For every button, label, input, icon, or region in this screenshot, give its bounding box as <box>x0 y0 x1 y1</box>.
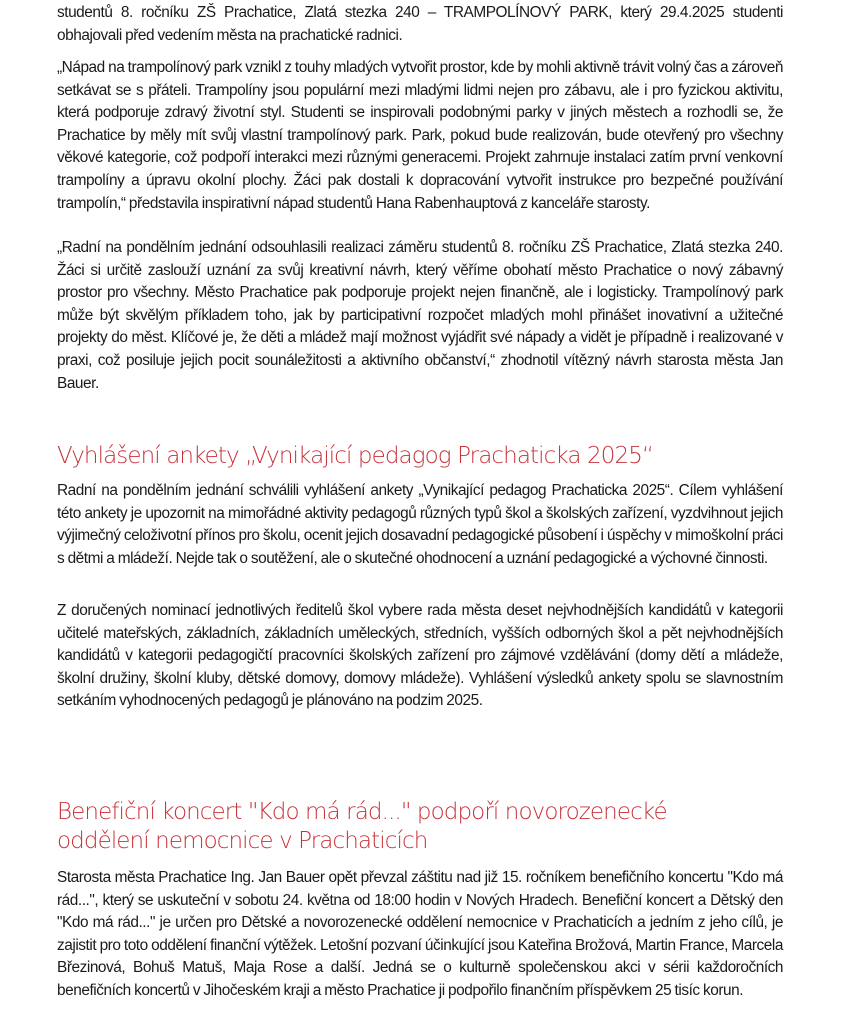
paragraph-mayor-quote: „Radní na pondělním jednání odsouhlasili realizaci záměru studentů 8. ročníku ZŠ Prachatice, Zlatá stezka 240. Žáci si určitě zaslouží uznání za svůj kreativní návrh, který věříme obohatí město Prachatice o nový zábavný prostor pro všechny. Město Prachatice pak podporuje projekt nejen finančně, ale i logisticky. Trampolínový park může být skvělým příkladem toho, jak by participativní rozpočet mladých mohl přinášet inovativní a užitečné projekty do měst. Klíčové je, že děti a mládež mají možnost vyjádřit své nápady a vidět je případně i realizované v praxi, což posiluje jejich pocit sounáležitosti a aktivního občanství,“ zhodnotil vítězný návrh starosta města Jan Bauer. <box>57 239 783 392</box>
paragraph-trampoline-intro: studentů 8. ročníku ZŠ Prachatice, Zlatá stezka 240 – TRAMPOLÍNOVÝ PARK, který 29.4.2025 studenti obhajovali před vedením města na prachatické radnici. <box>57 4 783 44</box>
paragraph-trampoline-quote: „Nápad na trampolínový park vznikl z touhy mladých vytvořit prostor, kde by mohli aktivně trávit volný čas a zároveň setkávat se s přáteli. Trampolíny jsou populární mezi mladými lidmi nejen pro zábavu, ale i pro fyzickou aktivitu, která podporuje zdravý životní styl. Studenti se inspirovali podobnými parky v jiných městech a rozhodli se, že Prachatice by měly mít svůj vlastní trampolínový park. Park, pokud bude realizován, bude otevřený pro všechny věkové kategorie, což podpoří interakci mezi různými generacemi. Projekt zahrnuje instalaci zatím první venkovní trampolíny a úpravu okolní plochy. Žáci pak dostali k dopracování vytvořit instrukce pro bezpečné používání trampolín,“ představila inspirativní nápad studentů Hana Rabenhauptová z kanceláře starosty. <box>57 59 783 212</box>
paragraph-survey-intro: Radní na pondělním jednání schválili vyhlášení ankety „Vynikající pedagog Prachaticka 2025“. Cílem vyhlášení této ankety je upozornit na mimořádné aktivity pedagogů různých typů škol a školských zařízení, vyzdvihnout jejich výjimečný celoživotní přínos pro školu, ocenit jejich dosavadní pedagogické působení i úspěchy v mimoškolní práci s dětmi a mládeží. Nejde tak o soutěžení, ale o skutečné ohodnocení a uznání pedagogické a výchovné činnosti. <box>57 482 783 567</box>
paragraph-concert: Starosta města Prachatice Ing. Jan Bauer opět převzal záštitu nad již 15. ročníkem benefičního koncertu "Kdo má rád...", který se uskuteční v sobotu 24. května od 18:00 hodin v Nových Hradech. Benefiční koncert a Dětský den "Kdo má rád..." je určen pro Dětské a novorozenecké oddělení nemocnice v Prachaticích a jedním z jeho cílů, je zajistit pro toto oddělení finanční výtěžek. Letošní pozvaní účinkující jsou Kateřina Brožová, Martin France, Marcela Březinová, Bohuš Matuš, Maja Rose a další. Jedná se o kulturně společenskou akci v sérii každoročních benefičních koncertů v Jihočeském kraji a město Prachatice ji podpořilo finančním příspěvkem 25 tisíc korun. <box>57 869 783 999</box>
paragraph-survey-nominations: Z doručených nominací jednotlivých ředitelů škol vybere rada města deset nejvhodnějších kandidátů v kategorii učitelé mateřských, základních, základních uměleckých, středních, vyšších odborných škol a pět nejvhodnějších kandidátů v kategorii pedagogičtí pracovníci školských zařízení pro zájmové vzdělávání (domy dětí a mládeže, školní družiny, školní kluby, dětské domovy, domovy mládeže). Vyhlášení výsledků ankety spolu se slavnostním setkáním vyhodnocených pedagogů je plánováno na podzim 2025. <box>57 602 783 710</box>
heading-benefit-concert: Benefiční koncert "Kdo má rád..." podpoří novorozenecké oddělení nemocnice v Prachaticích <box>57 799 667 854</box>
heading-teacher-survey: Vyhlášení ankety „Vynikající pedagog Prachaticka 2025“ <box>57 443 653 469</box>
